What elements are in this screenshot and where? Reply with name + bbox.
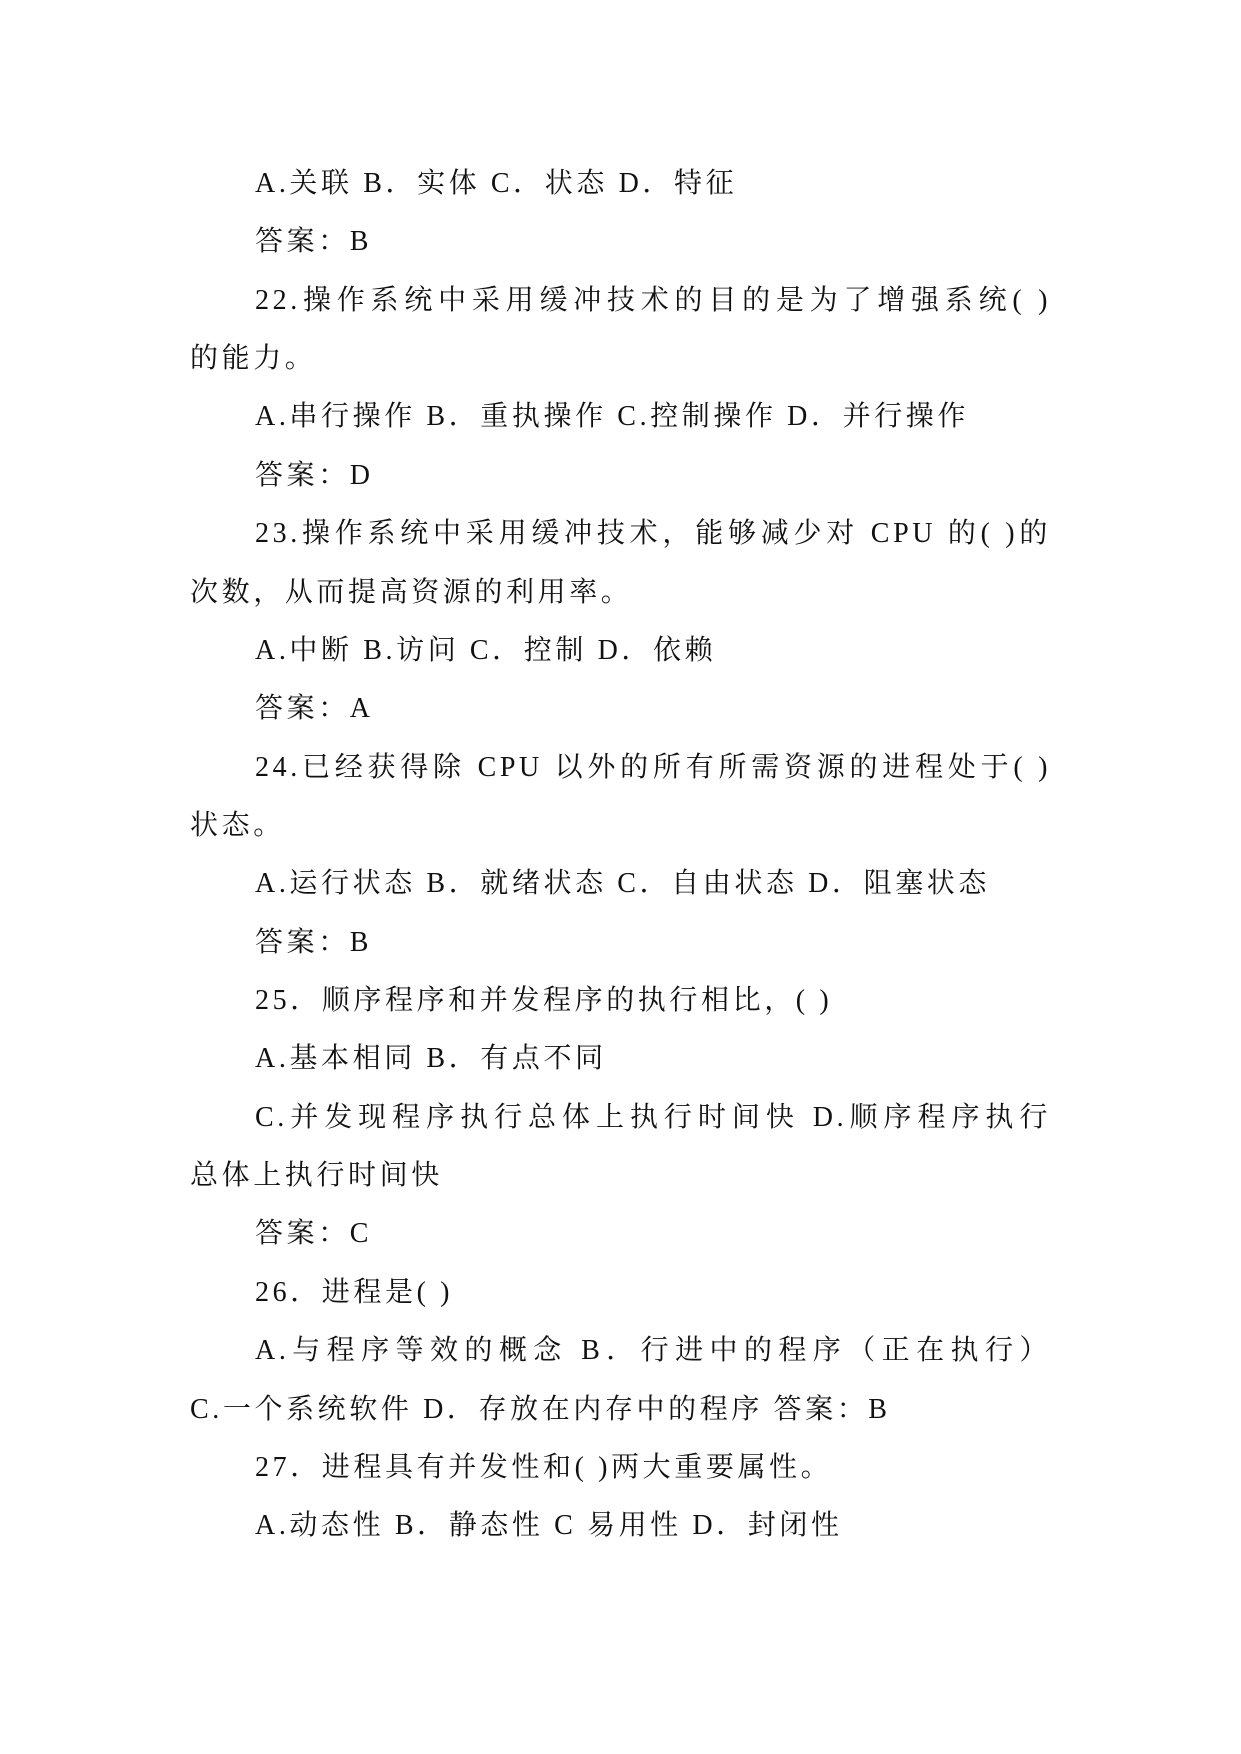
line: C.一个系统软件 D．存放在内存中的程序 答案：B <box>190 1393 891 1425</box>
q24-stem <box>190 739 1051 856</box>
line: A.基本相同 B．有点不同 <box>255 1043 607 1075</box>
q23-stem <box>190 505 1051 622</box>
line: 23.操作系统中采用缓冲技术，能够减少对 CPU 的( )的 <box>255 518 1051 550</box>
line: 答案：C <box>255 1218 373 1250</box>
q27-stem <box>190 1439 1051 1497</box>
line: 27．进程具有并发性和( )两大重要属性。 <box>255 1451 833 1483</box>
q26-options-answer <box>190 1322 1051 1439</box>
q23-options <box>190 622 1051 680</box>
line: A.运行状态 B．就绪状态 C．自由状态 D．阻塞状态 <box>255 868 990 900</box>
line: C.并发现程序执行总体上执行时间快 D.顺序程序执行 <box>255 1101 1051 1133</box>
q25-answer <box>190 1205 1051 1263</box>
q22-stem <box>190 272 1051 389</box>
q27-options <box>190 1497 1051 1555</box>
q24-options <box>190 855 1051 913</box>
q25-stem <box>190 972 1051 1030</box>
line: A.与程序等效的概念 B．行进中的程序（正在执行） <box>255 1335 1051 1367</box>
line: 答案：A <box>255 693 374 725</box>
line: 22.操作系统中采用缓冲技术的目的是为了增强系统( ) <box>255 284 1051 316</box>
q22-answer <box>190 447 1051 505</box>
line: 24.已经获得除 CPU 以外的所有所需资源的进程处于( ) <box>255 751 1051 783</box>
q25-options-ab <box>190 1030 1051 1088</box>
line: A.中断 B.访问 C．控制 D．依赖 <box>255 634 717 666</box>
line: 总体上执行时间快 <box>190 1160 443 1192</box>
line: 的能力。 <box>190 343 317 375</box>
line: A.动态性 B．静态性 C 易用性 D．封闭性 <box>255 1510 843 1542</box>
line: 答案：D <box>255 459 374 491</box>
line: 答案：B <box>255 226 373 258</box>
line: A.串行操作 B．重执操作 C.控制操作 D．并行操作 <box>255 401 969 433</box>
line: 状态。 <box>190 809 285 841</box>
line: 25．顺序程序和并发程序的执行相比，( ) <box>255 985 833 1017</box>
q23-answer <box>190 680 1051 738</box>
line: 次数，从而提高资源的利用率。 <box>190 576 633 608</box>
document-body <box>190 155 1051 1556</box>
q21-options <box>190 155 1051 213</box>
line: 26．进程是( ) <box>255 1276 454 1308</box>
q26-stem <box>190 1264 1051 1322</box>
line: 答案：B <box>255 926 373 958</box>
q22-options <box>190 388 1051 446</box>
q24-answer <box>190 914 1051 972</box>
q21-answer <box>190 213 1051 271</box>
q25-options-cd <box>190 1089 1051 1206</box>
line: A.关联 B．实体 C．状态 D．特征 <box>255 168 738 199</box>
